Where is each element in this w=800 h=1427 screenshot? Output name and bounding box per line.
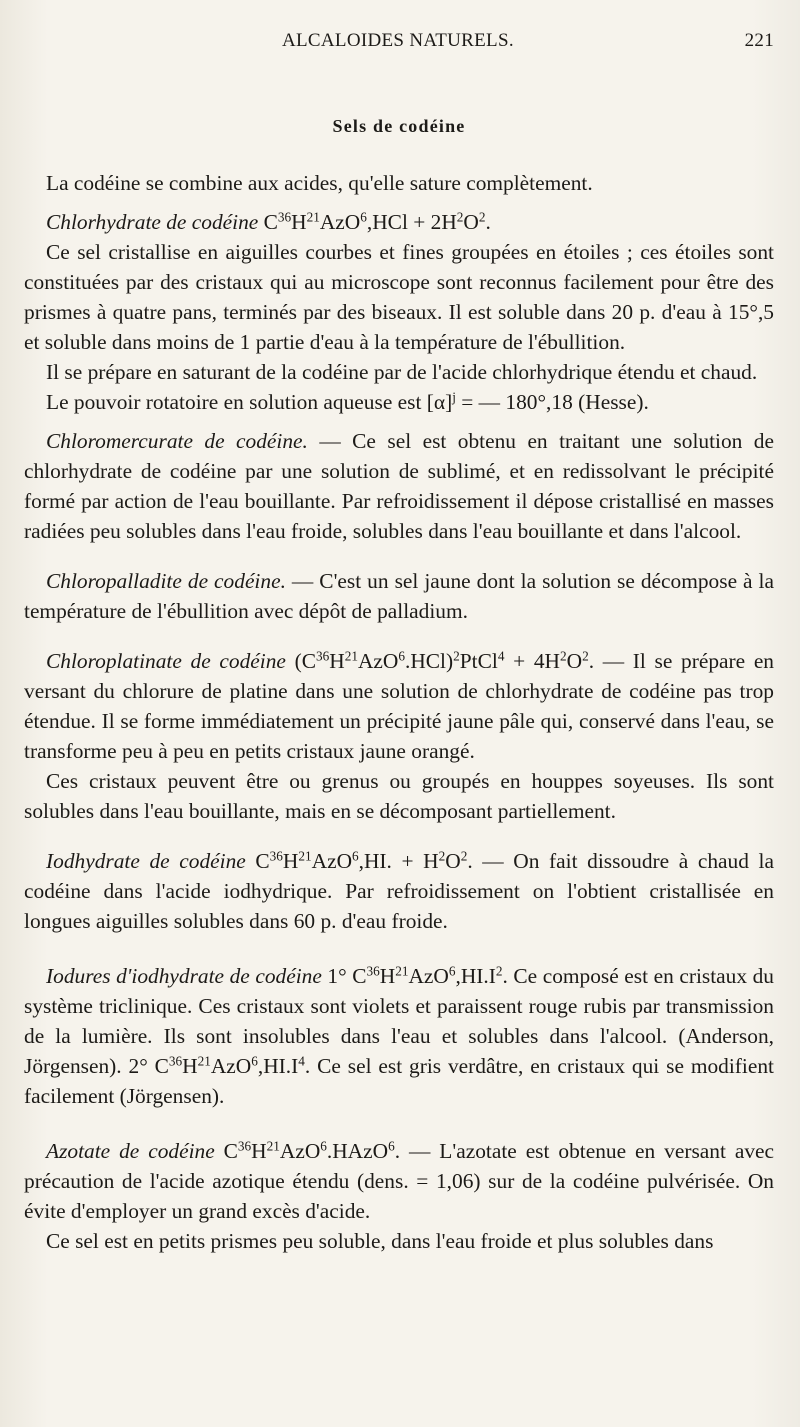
iodures-text: 1° $C^{36}H^{21}AzO^6,HI.I^2$. Ce composé est en cristaux du système triclinique. Ces cristaux sont violets et paraissent rouge rubis par transmission de la lumière. Ils sont insolubles dans l'eau et solubles dans l'alcool. (Anderson, Jörgensen). 2° $C^{36}H^{21}AzO^6,HI.I^4$. Ce sel est gris verdâtre, en cristaux qui se modifient facilement (Jörgensen). — [24, 963, 774, 1108]
intro-paragraph: La codéine se combine aux acides, qu'elle sature complètement. — [46, 171, 593, 195]
running-header — [24, 30, 774, 60]
chloropalladite-paragraph — [24, 566, 774, 626]
chloroplatinate-text: $(C^{36}H^{21}AzO^6.HCl)^2PtCl^4 + 4H^2O^2$. — Il se prépare en versant du chlorure de platine dans une solution de chlorhydrate de codéine pas trop étendue. Il se forme immédiatement un précipité jaune pâle qui, conservé dans l'eau, se transforme peu à peu en petits cristaux jaune orangé. — [24, 648, 775, 763]
chloromercurate-text: — Ce sel est obtenu en traitant une solution de chlorhydrate de codéine par une solution de sublimé, et en redissolvant le précipité formé par action de l'eau bouillante. Par refroidissement il dépose cristallisé en masses radiées peu solubles dans l'eau froide, solubles dans l'eau bouillante et dans l'alcool. — [24, 429, 774, 543]
chloroplatinate-name: Chloroplatinate de codéine — [46, 649, 286, 673]
iodhydrate-text: $C^{36}H^{21}AzO^6,HI$. + $H^2O^2$. — On fait dissoudre à chaud la codéine dans l'acide iodhydrique. Par refroidissement on l'obtient cristallisée en longues aiguilles solubles dans 60 p. d'eau froide. — [24, 848, 774, 933]
chlorhydrate-formula: $C^{36}H^{21}AzO^6,HCl + 2H^2O^2$. — [258, 209, 491, 234]
chloroplatinate-paragraph — [24, 646, 774, 766]
chlorhydrate-name: Chlorhydrate de codéine — [46, 210, 259, 234]
chloroplatinate-paragraph-2: Ces cristaux peuvent être ou grenus ou groupés en houppes soyeuses. Ils sont solubles dans l'eau bouillante, mais en se décomposant partiellement. — [24, 769, 774, 823]
page-number: 221 — [744, 30, 774, 51]
chlorhydrate-paragraph-1: Ce sel cristallise en aiguilles courbes et fines groupées en étoiles ; ces étoiles sont constituées par des cristaux qui au microscope sont reconnus facilement pour être des prismes à quatre pans, terminés par des biseaux. Il est soluble dans 20 p. d'eau à 15°,5 et soluble dans moins de 1 partie d'eau à la température de l'ébullition. — [24, 240, 774, 354]
azotate-paragraph — [24, 1136, 774, 1226]
iodures-name: Iodures d'iodhydrate de codéine — [46, 964, 322, 988]
iodhydrate-name: Iodhydrate de codéine — [46, 849, 246, 873]
chlorhydrate-paragraph-2: Il se prépare en saturant de la codéine par de l'acide chlorhydrique étendu et chaud. — [46, 360, 758, 384]
chlorhydrate-paragraph-3: Le pouvoir rotatoire en solution aqueuse est $[\alpha]^j$ = — 180°,18 (Hesse). — [46, 389, 649, 414]
azotate-text: $C^{36}H^{21}AzO^6.HAzO^6$. — L'azotate est obtenue en versant avec précaution de l'acide azotique étendu (dens. = 1,06) sur de la codéine pulvérisée. On évite d'employer un grand excès d'acide. — [24, 1138, 775, 1223]
chloromercurate-name: Chloromercurate de codéine. — [46, 429, 308, 453]
chloropalladite-name: Chloropalladite de codéine. — [46, 569, 286, 593]
azotate-paragraph-2: Ce sel est en petits prismes peu soluble, dans l'eau froide et plus solubles dans — [46, 1229, 714, 1253]
iodures-paragraph — [24, 961, 774, 1111]
chlorhydrate-heading — [24, 207, 774, 237]
chloromercurate-paragraph — [24, 426, 774, 546]
chloropalladite-text: — C'est un sel jaune dont la solution se décompose à la température de l'ébullition avec dépôt de palladium. — [24, 569, 774, 623]
azotate-name: Azotate de codéine — [46, 1139, 215, 1163]
body-text — [24, 168, 774, 1256]
section-title: Sels de codéine — [332, 116, 466, 136]
running-title: ALCALOIDES NATURELS. — [282, 30, 514, 51]
iodhydrate-paragraph — [24, 846, 774, 936]
